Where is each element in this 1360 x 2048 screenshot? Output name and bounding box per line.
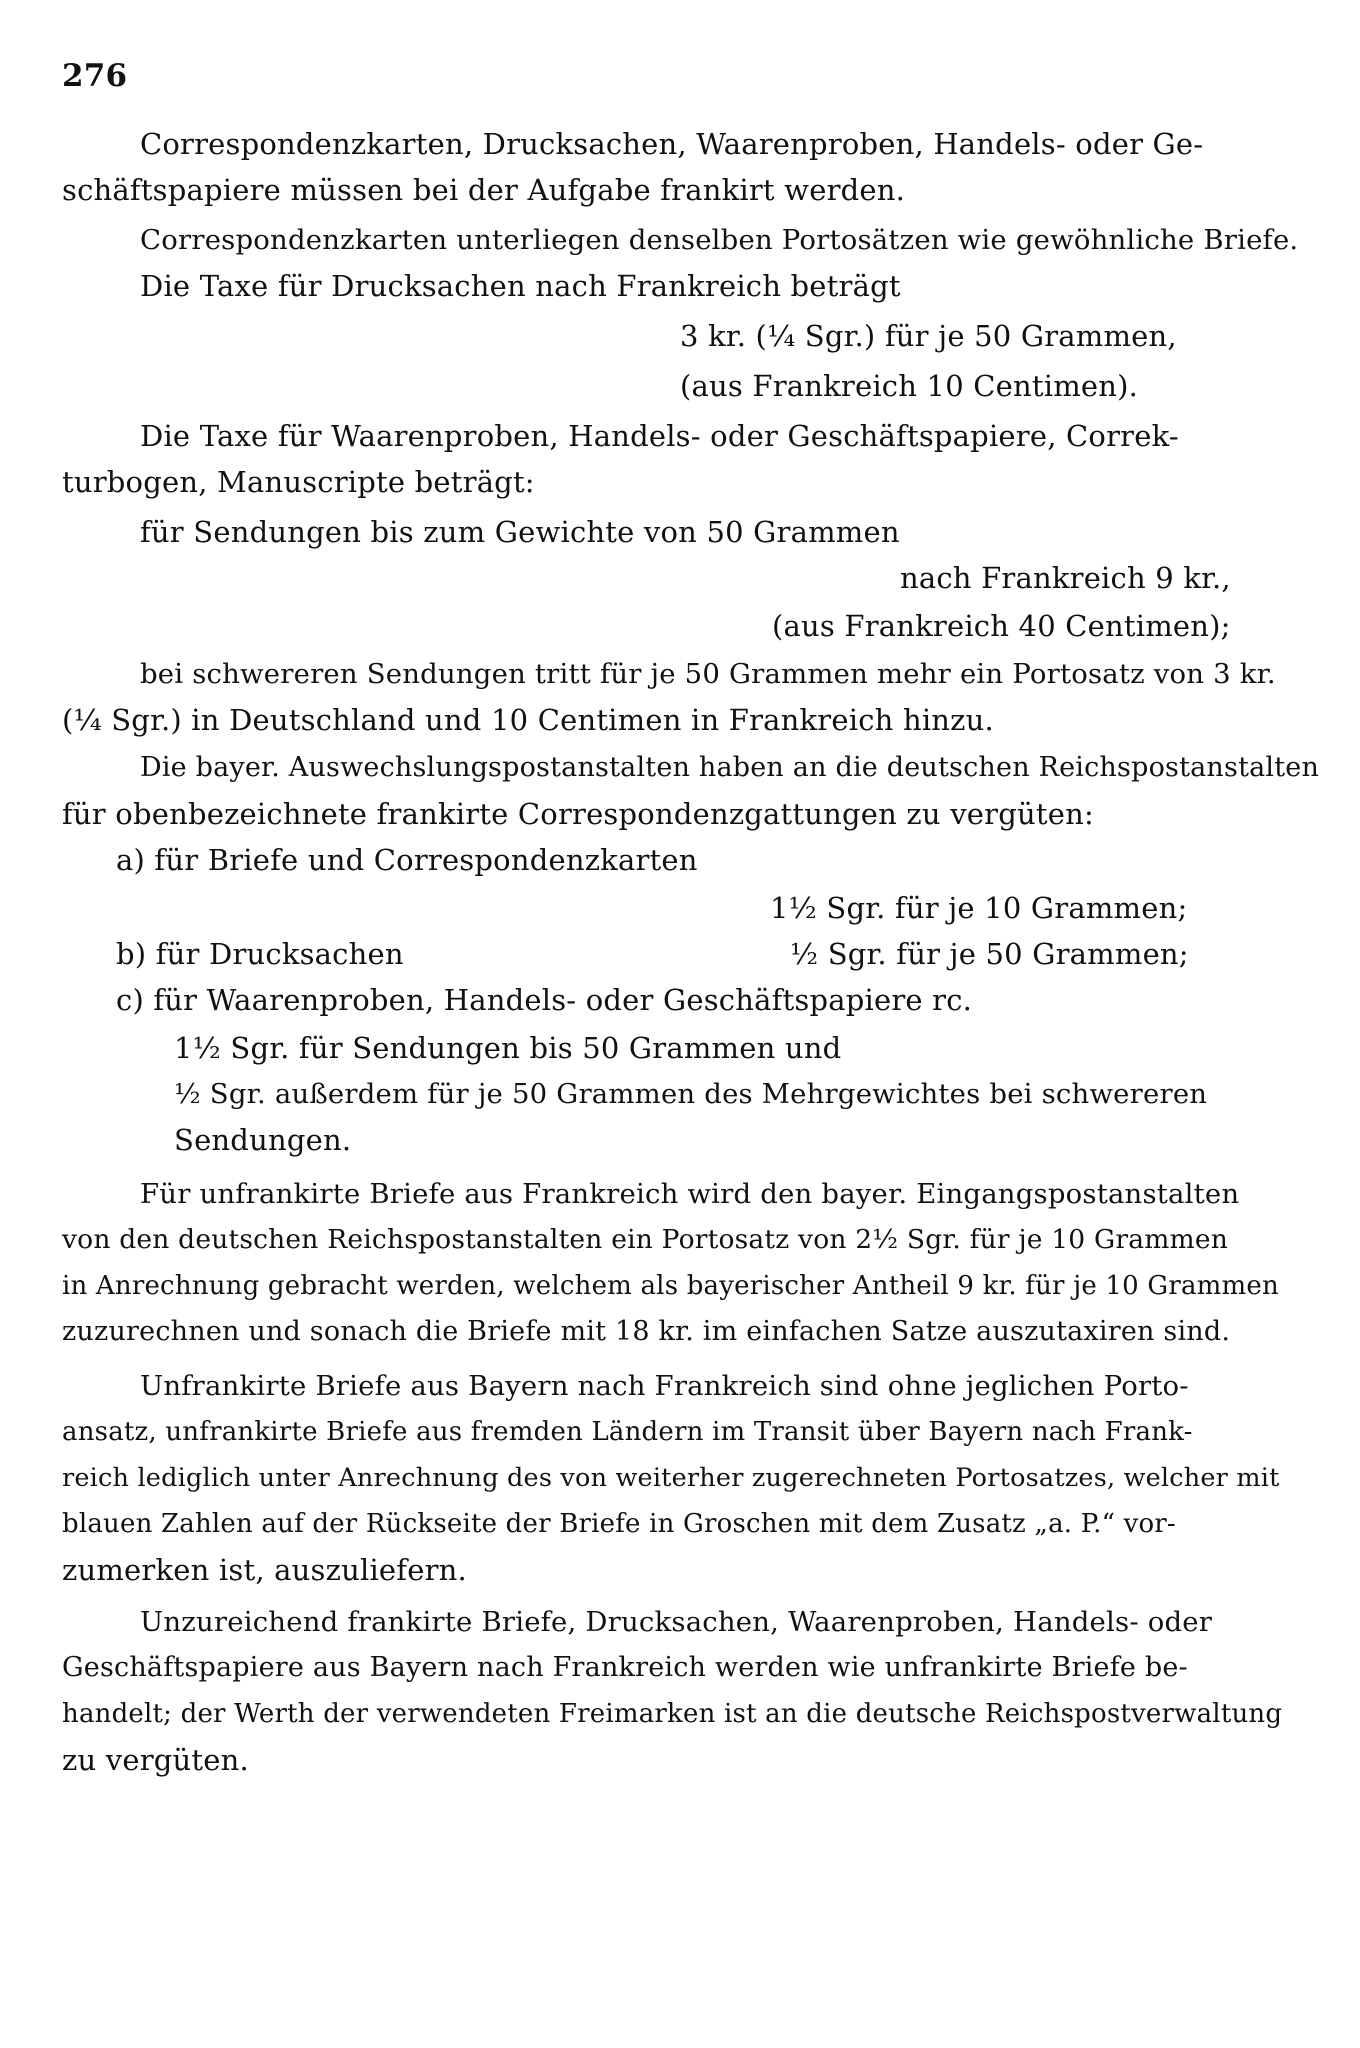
paragraph-6-line-4: blauen Zahlen auf der Rückseite der Briefe in Groschen mit dem Zusatz „a. P.“ vor- — [62, 1509, 1176, 1539]
paragraph-1-line-1: Correspondenzkarten, Drucksachen, Waarenproben, Handels- oder Ge- — [140, 127, 1204, 161]
paragraph-2-line-1: Correspondenzkarten unterliegen denselben Portosätzen wie gewöhnliche Briefe. — [140, 224, 1299, 256]
paragraph-4-line-2: für obenbezeichnete frankirte Correspondenzgattungen zu vergüten: — [62, 797, 1094, 831]
paragraph-3-rate-note: (aus Frankreich 40 Centimen); — [772, 609, 1231, 643]
paragraph-2-rate-note: (aus Frankreich 10 Centimen). — [680, 369, 1139, 403]
paragraph-3-line-3: für Sendungen bis zum Gewichte von 50 Grammen — [140, 515, 900, 549]
paragraph-5-line-1: Für unfrankirte Briefe aus Frankreich wird den bayer. Eingangspostanstalten — [140, 1178, 1240, 1210]
paragraph-2-line-2: Die Taxe für Drucksachen nach Frankreich beträgt — [140, 269, 901, 303]
item-b-label: b) für Drucksachen — [116, 937, 404, 971]
paragraph-7-line-2: Geschäftspapiere aus Bayern nach Frankreich werden wie unfrankirte Briefe be- — [62, 1652, 1188, 1683]
paragraph-3-rate: nach Frankreich 9 kr., — [900, 561, 1231, 595]
paragraph-3-line-2: turbogen, Manuscripte beträgt: — [62, 465, 535, 499]
paragraph-7-line-3: handelt; der Werth der verwendeten Freimarken ist an die deutsche Reichspostverwaltung — [62, 1699, 1283, 1729]
paragraph-3-line-7: (¼ Sgr.) in Deutschland und 10 Centimen in Frankreich hinzu. — [62, 703, 994, 737]
item-c-line-2: ½ Sgr. außerdem für je 50 Grammen des Mehrgewichtes bei schwereren — [174, 1078, 1208, 1110]
paragraph-5-line-4: zuzurechnen und sonach die Briefe mit 18 kr. im einfachen Satze auszutaxiren sind. — [62, 1316, 1231, 1347]
item-b-rate: ½ Sgr. für je 50 Grammen; — [790, 937, 1189, 971]
item-c-line-1: 1½ Sgr. für Sendungen bis 50 Grammen und — [174, 1031, 842, 1065]
paragraph-5-line-3: in Anrechnung gebracht werden, welchem als bayerischer Antheil 9 kr. für je 10 Grammen — [62, 1271, 1279, 1301]
item-a-label: a) für Briefe und Correspondenzkarten — [116, 843, 698, 877]
paragraph-3-line-6: bei schwereren Sendungen tritt für je 50 Grammen mehr ein Portosatz von 3 kr. — [140, 658, 1276, 690]
paragraph-7-line-1: Unzureichend frankirte Briefe, Drucksachen, Waarenproben, Handels- oder — [140, 1606, 1213, 1638]
paragraph-6-line-1: Unfrankirte Briefe aus Bayern nach Frankreich sind ohne jeglichen Porto- — [140, 1370, 1189, 1402]
paragraph-6-line-5: zumerken ist, auszuliefern. — [62, 1553, 467, 1587]
item-c-label: c) für Waarenproben, Handels- oder Geschäftspapiere rc. — [116, 983, 973, 1017]
paragraph-2-rate: 3 kr. (¼ Sgr.) für je 50 Grammen, — [680, 319, 1177, 353]
paragraph-3-line-1: Die Taxe für Waarenproben, Handels- oder Geschäftspapiere, Correk- — [140, 419, 1179, 453]
paragraph-6-line-2: ansatz, unfrankirte Briefe aus fremden Ländern im Transit über Bayern nach Frank- — [62, 1417, 1193, 1447]
paragraph-6-line-3: reich lediglich unter Anrechnung des von weiterher zugerechneten Portosatzes, welcher mit — [62, 1463, 1280, 1493]
page-number: 276 — [62, 58, 128, 94]
paragraph-7-line-4: zu vergüten. — [62, 1743, 249, 1777]
paragraph-5-line-2: von den deutschen Reichspostanstalten ein Portosatz von 2½ Sgr. für je 10 Grammen — [62, 1224, 1229, 1255]
paragraph-4-line-1: Die bayer. Auswechslungspostanstalten haben an die deutschen Reichspostanstalten — [140, 752, 1320, 783]
paragraph-1-line-2: schäftspapiere müssen bei der Aufgabe frankirt werden. — [62, 173, 906, 207]
item-c-line-3: Sendungen. — [174, 1123, 352, 1157]
item-a-rate: 1½ Sgr. für je 10 Grammen; — [770, 891, 1188, 925]
